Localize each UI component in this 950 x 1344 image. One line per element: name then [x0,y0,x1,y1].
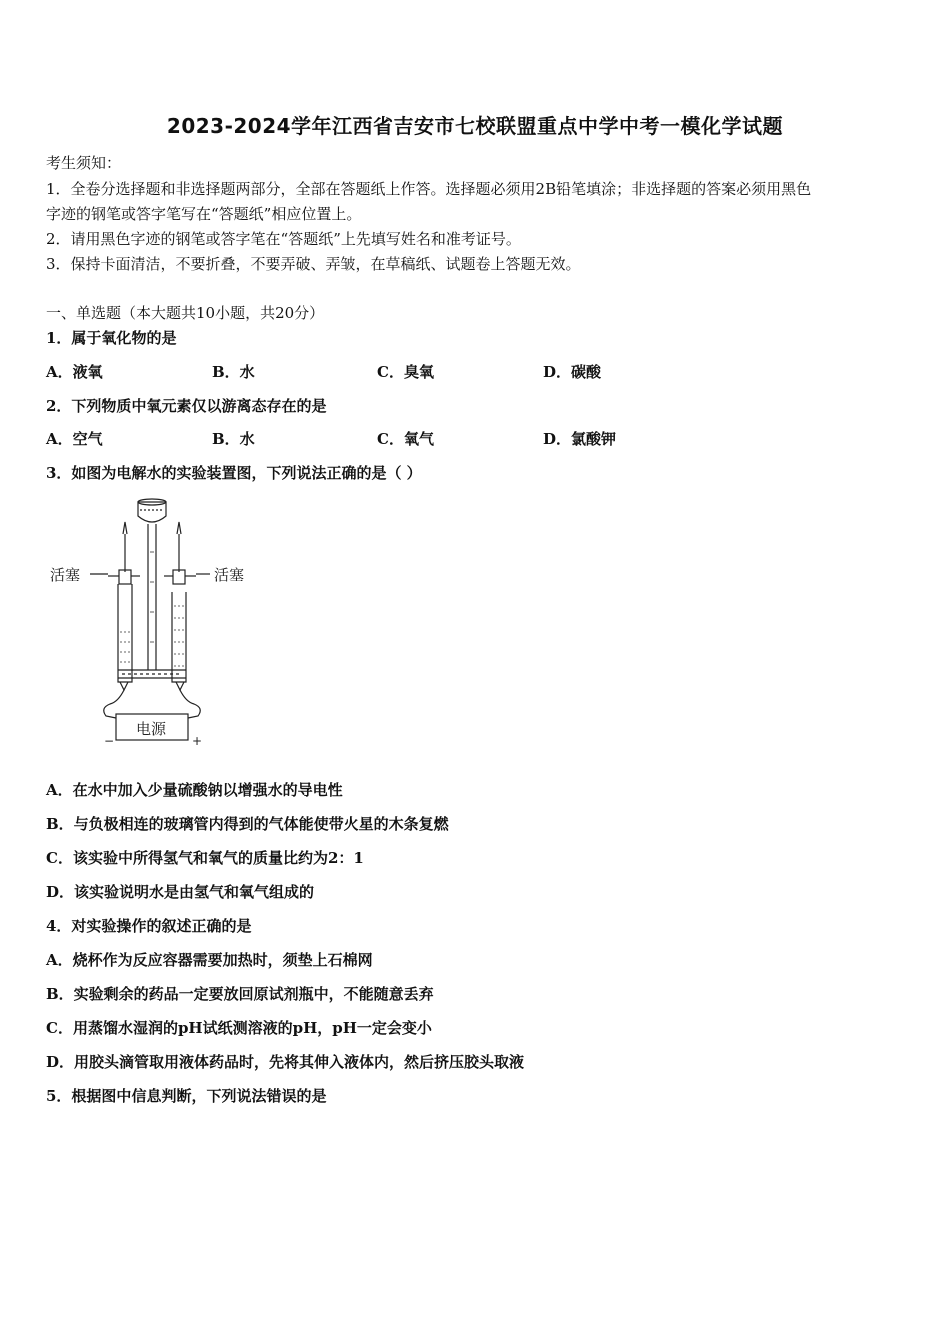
question-5-stem: 5．根据图中信息判断，下列说法错误的是 [46,1087,327,1105]
section-heading: 一、单选题（本大题共10小题，共20分） [46,304,325,322]
option-a[interactable]: A．空气 [46,430,103,448]
notice-heading: 考生须知： [46,154,122,172]
exam-title: 2023-2024学年江西省吉安市七校联盟重点中学中考一模化学试题 [166,114,784,138]
question-2-stem: 2．下列物质中氧元素仅以游离态存在的是 [46,397,327,415]
option-d[interactable]: D．氯酸钾 [543,430,617,448]
question-1-stem: 1．属于氧化物的是 [46,329,177,347]
positive-terminal-label: + [192,734,203,748]
question-2-options [46,428,746,448]
question-3-option-a[interactable]: A．在水中加入少量硫酸钠以增强水的导电性 [46,781,343,799]
option-b[interactable]: B．水 [212,430,255,448]
question-1-options [46,361,746,381]
question-3-option-c[interactable]: C．该实验中所得氢气和氧气的质量比约为2：1 [46,849,364,867]
notice-item: 字迹的钢笔或答字笔写在“答题纸”相应位置上。 [46,205,362,223]
left-stopcock-label: 活塞 [50,566,81,584]
notice-item: 3．保持卡面清洁，不要折叠，不要弄破、弄皱，在草稿纸、试题卷上答题无效。 [46,255,581,273]
option-c[interactable]: C．氧气 [377,430,434,448]
question-4-option-d[interactable]: D．用胶头滴管取用液体药品时，先将其伸入液体内，然后挤压胶头取液 [46,1053,525,1071]
question-3-stem: 3．如图为电解水的实验装置图，下列说法正确的是（ ） [46,464,422,482]
right-stopcock-label: 活塞 [214,566,245,584]
option-c[interactable]: C．臭氧 [377,363,434,381]
negative-terminal-label: − [104,734,115,748]
question-4-option-b[interactable]: B．实验剩余的药品一定要放回原试剂瓶中，不能随意丢弃 [46,985,434,1003]
question-4-option-a[interactable]: A．烧杯作为反应容器需要加热时，须垫上石棉网 [46,951,373,969]
notice-item: 1．全卷分选择题和非选择题两部分，全部在答题纸上作答。选择题必须用2B铅笔填涂；非选择题的答案必须用黑色 [46,180,812,198]
question-4-option-c[interactable]: C．用蒸馏水湿润的pH试纸测溶液的pH，pH一定会变小 [46,1019,432,1037]
electrolysis-apparatus-drawing [40,492,260,754]
question-4-stem: 4．对实验操作的叙述正确的是 [46,917,252,935]
option-b[interactable]: B．水 [212,363,255,381]
electrolysis-apparatus-figure [40,492,260,754]
option-a[interactable]: A．液氧 [46,363,103,381]
power-supply-label: 电源 [136,720,167,738]
question-3-option-d[interactable]: D．该实验说明水是由氢气和氧气组成的 [46,883,315,901]
option-d[interactable]: D．碳酸 [543,363,602,381]
notice-item: 2．请用黑色字迹的钢笔或答字笔在“答题纸”上先填写姓名和准考证号。 [46,230,521,248]
question-3-option-b[interactable]: B．与负极相连的玻璃管内得到的气体能使带火星的木条复燃 [46,815,449,833]
